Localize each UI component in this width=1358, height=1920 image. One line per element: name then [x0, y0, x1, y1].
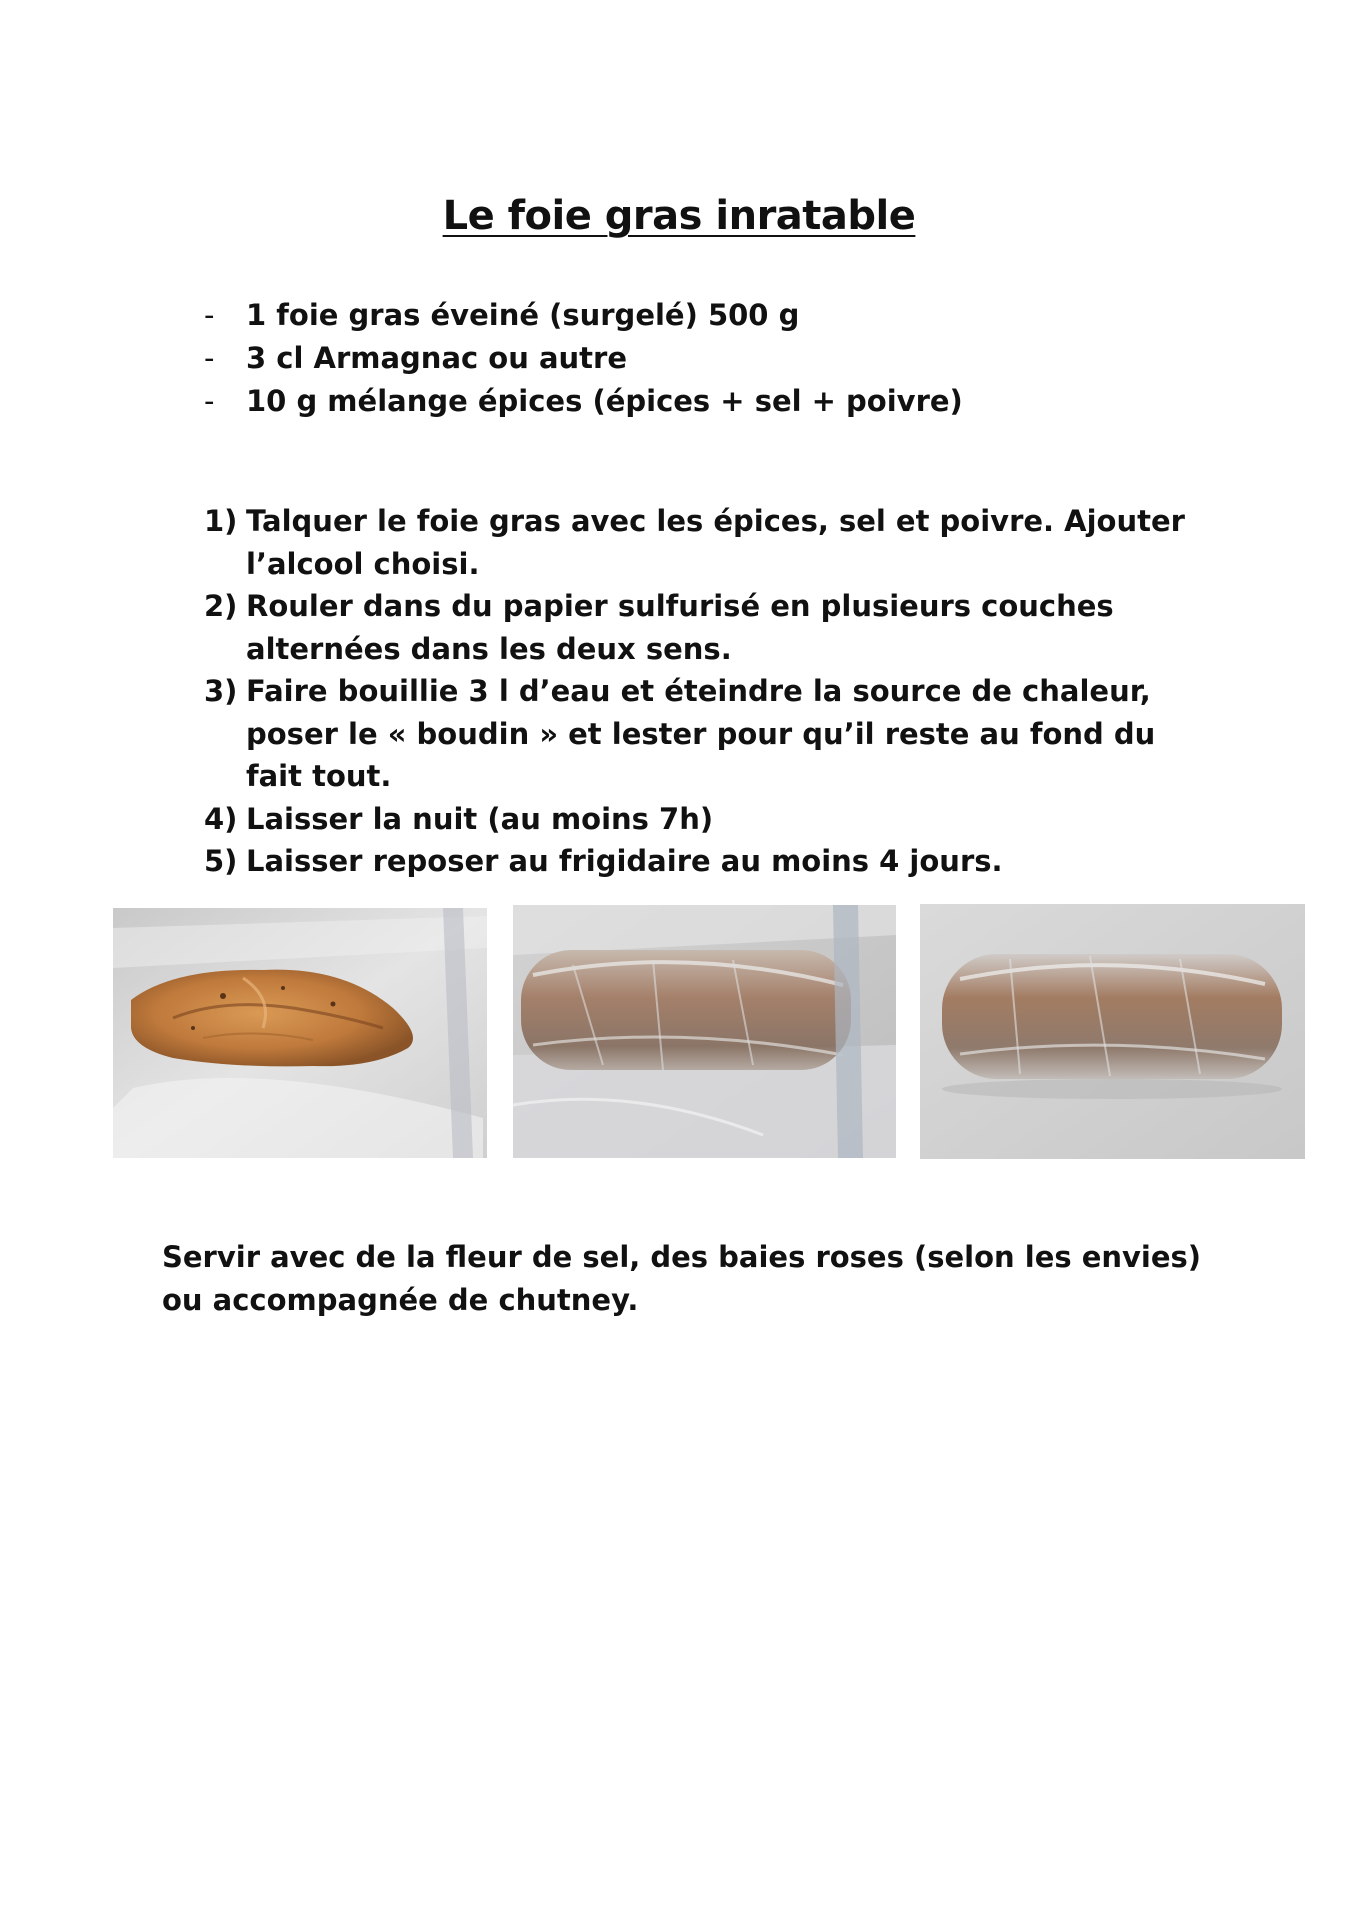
step-text: Talquer le foie gras avec les épices, sel et poivre. Ajouter l’alcool choisi.	[246, 504, 1185, 581]
rolled-foie-gras-image	[513, 905, 896, 1158]
list-bullet: -	[204, 298, 215, 332]
wrapped-foie-gras-image	[920, 904, 1305, 1159]
step-text: Faire bouillie 3 l d’eau et éteindre la source de chaleur, poser le « boudin » et lester pour qu’il reste au fond du fait tout.	[246, 674, 1156, 793]
step-number: 2)	[204, 589, 238, 623]
foie-gras-image	[113, 908, 487, 1158]
step-list	[204, 500, 1204, 883]
step-number: 4)	[204, 801, 238, 836]
step-item	[204, 670, 1204, 798]
page-title: Le foie gras inratable	[442, 192, 916, 239]
step-number: 5)	[204, 844, 238, 878]
ingredient-list	[204, 294, 963, 423]
step-number: 3)	[204, 674, 238, 708]
step-number: 1)	[204, 504, 238, 538]
ingredient-item	[204, 337, 963, 380]
ingredient-text: 1 foie gras éveiné (surgelé) 500 g	[246, 298, 800, 332]
step-text: Laisser la nuit (au moins 7h)	[246, 801, 714, 836]
ingredient-text: 10 g mélange épices (épices + sel + poivre)	[246, 384, 963, 418]
photo-wrapped-foie-gras	[920, 904, 1305, 1159]
ingredient-item	[204, 380, 963, 423]
step-text: Laisser reposer au frigidaire au moins 4 jours.	[246, 844, 1003, 878]
ingredient-item	[204, 294, 963, 337]
step-item	[204, 840, 1204, 883]
list-bullet: -	[204, 341, 215, 375]
serving-suggestion: Servir avec de la fleur de sel, des baies roses (selon les envies) ou accompagnée de chutney.	[162, 1240, 1202, 1317]
step-text: Rouler dans du papier sulfurisé en plusieurs couches alternées dans les deux sens.	[246, 589, 1114, 666]
step-item	[204, 500, 1204, 585]
ingredient-text: 3 cl Armagnac ou autre	[246, 341, 628, 375]
step-item	[204, 585, 1204, 670]
step-item	[204, 798, 1204, 841]
photo-rolled-foie-gras	[513, 905, 896, 1158]
photo-raw-foie-gras	[113, 908, 487, 1158]
list-bullet: -	[204, 384, 215, 418]
